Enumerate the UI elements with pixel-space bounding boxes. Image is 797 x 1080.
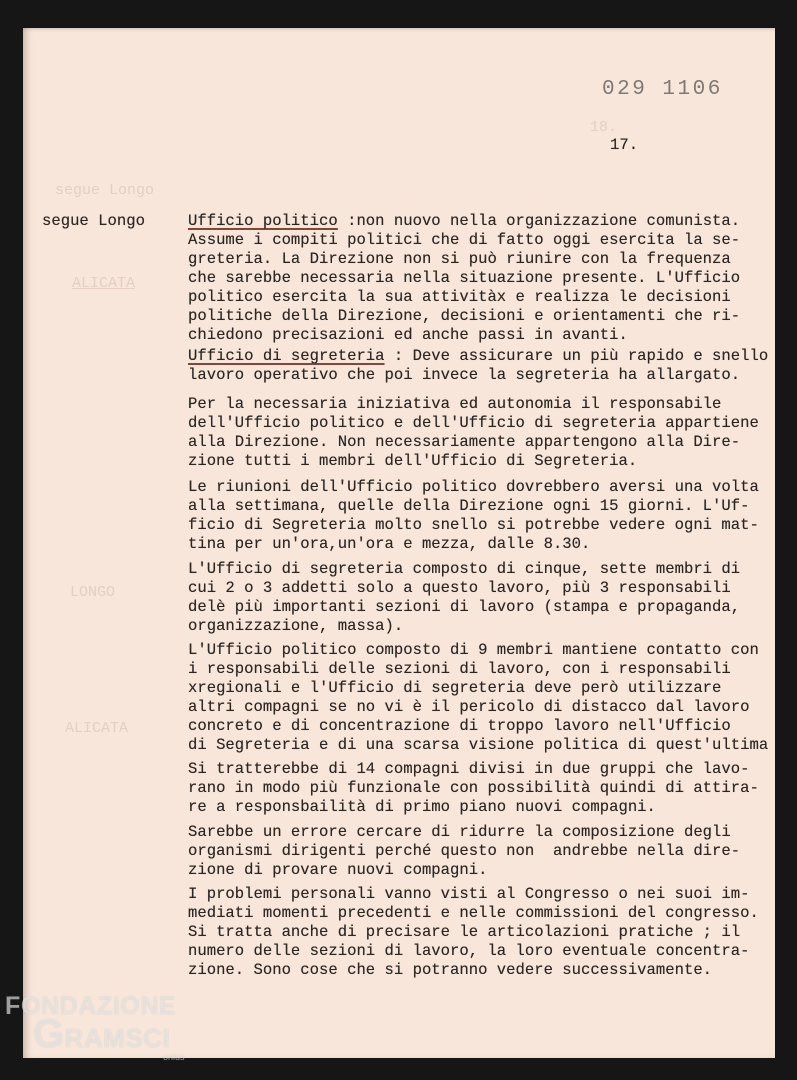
text-line: politico esercita la sua attivitàx e realizza le decisioni — [188, 288, 731, 306]
text-line: L'Ufficio di segreteria composto di cinque, sette membri di — [188, 560, 741, 578]
watermark-logo-text: FONDAZIONE — [5, 992, 177, 1020]
text-line: cui 2 o 3 addetti solo a questo lavoro, più 3 responsabili — [188, 579, 731, 597]
text-line: dell'Ufficio politico e dell'Ufficio di segreteria appartiene — [188, 414, 759, 432]
text-line: Si tratta anche di precisare le articolazioni pratiche ; il — [188, 923, 741, 941]
text-line: delè più importanti sezioni di lavoro (stampa e propaganda, — [188, 598, 741, 616]
text-line — [188, 347, 768, 366]
text-line: alla Direzione. Non necessariamente appartengono alla Dire- — [188, 433, 741, 451]
text-line: L'Ufficio politico composto di 9 membri mantiene contatto con — [188, 641, 759, 659]
paragraph — [188, 641, 768, 755]
text-line: chiedono precisazioni ed anche passi in avanti. — [188, 326, 628, 344]
watermark-logo-text: GRAMSCI — [33, 1012, 171, 1056]
paragraph — [188, 478, 759, 554]
text-line: politiche della Direzione, decisioni e orientamenti che ri- — [188, 307, 741, 325]
bleed-through-page-number: 18. — [590, 119, 618, 136]
paragraph — [188, 885, 759, 980]
text-line: mediati momenti precedenti e nelle commissioni del congresso. — [188, 904, 759, 922]
text-line: i responsabili delle sezioni di lavoro, con i responsabili — [188, 660, 731, 678]
text-line — [188, 212, 740, 231]
paragraph — [188, 395, 759, 471]
text-line: Per la necessaria iniziativa ed autonomia il responsabile — [188, 395, 722, 413]
section-heading-ufficio-politico: Ufficio politico — [188, 212, 338, 230]
text-line: di Segreteria e di una scarsa visione politica di quest'ultima — [188, 736, 769, 754]
section-heading-ufficio-segreteria: Ufficio di segreteria — [188, 347, 385, 365]
text-line: zione di provare nuovi compagni. — [188, 861, 488, 879]
margin-speaker-label: segue Longo — [42, 212, 145, 230]
paragraph — [188, 760, 759, 817]
paragraph — [188, 823, 740, 880]
text-line: numero delle sezioni di lavoro, la loro eventuale concentra- — [188, 942, 750, 960]
text-line: I problemi personali vanno visti al Congresso o nei suoi im- — [188, 885, 750, 903]
bleed-through-margin-label: ALICATA — [65, 720, 129, 737]
text-line: che sarebbe necessaria nella situazione presente. L'Ufficio — [188, 269, 741, 287]
text-line: ficio di Segreteria molto snello si potrebbe vedere ogni mat- — [188, 516, 759, 534]
text-line: rano in modo più funzionale con possibilità quindi di attira- — [188, 779, 759, 797]
archive-stamp-number: 029 1106 — [602, 78, 723, 101]
page-number: 17. — [610, 136, 639, 154]
text-line: Si tratterebbe di 14 compagni divisi in due gruppi che lavo- — [188, 760, 750, 778]
text-line: lavoro operativo che poi invece la segreteria ha allargato. — [188, 366, 741, 384]
watermark-logo-subtext: onlus — [163, 1052, 185, 1062]
text-line-rest: :non nuovo nella organizzazione comunista. — [337, 212, 741, 230]
text-line: xregionali e l'Ufficio di segreteria deve però utilizzare — [188, 679, 722, 697]
text-line: zione. Sono cose che si potranno vedere successivamente. — [188, 961, 713, 979]
text-line: Assume i compiti politici che di fatto oggi esercita la se- — [188, 231, 741, 249]
text-line: altri compagni se no vi è il pericolo di distacco dal lavoro — [188, 698, 750, 716]
bleed-through-margin-label: LONGO — [70, 584, 116, 601]
text-line-rest: : Deve assicurare un più rapido e snello — [384, 347, 769, 365]
bleed-through-margin-label: segue Longo — [55, 182, 155, 199]
text-line: tina per un'ora,un'ora e mezza, dalle 8.30. — [188, 535, 591, 553]
text-line: Sarebbe un errore cercare di ridurre la composizione degli — [188, 823, 731, 841]
text-line: organismi dirigenti perché questo non andrebbe nella dire- — [188, 842, 741, 860]
paragraph-ufficio-segreteria — [188, 347, 768, 385]
paragraph-ufficio-politico — [188, 212, 740, 345]
text-line: concreto e di concentrazione di troppo lavoro nell'Ufficio — [188, 717, 731, 735]
paragraph — [188, 560, 740, 636]
text-line: zione tutti i membri dell'Ufficio di Segreteria. — [188, 452, 638, 470]
bleed-through-margin-label: ALICATA — [72, 275, 136, 292]
text-line: Le riunioni dell'Ufficio politico dovrebbero aversi una volta — [188, 478, 759, 496]
text-line: greteria. La Direzione non si può riunire con la frequenza — [188, 250, 731, 268]
text-line: re a responsbailità di primo piano nuovi compagni. — [188, 798, 656, 816]
text-line: alla settimana, quelle della Direzione ogni 15 giorni. L'Uf- — [188, 497, 750, 515]
text-line: organizzazione, massa). — [188, 617, 404, 635]
